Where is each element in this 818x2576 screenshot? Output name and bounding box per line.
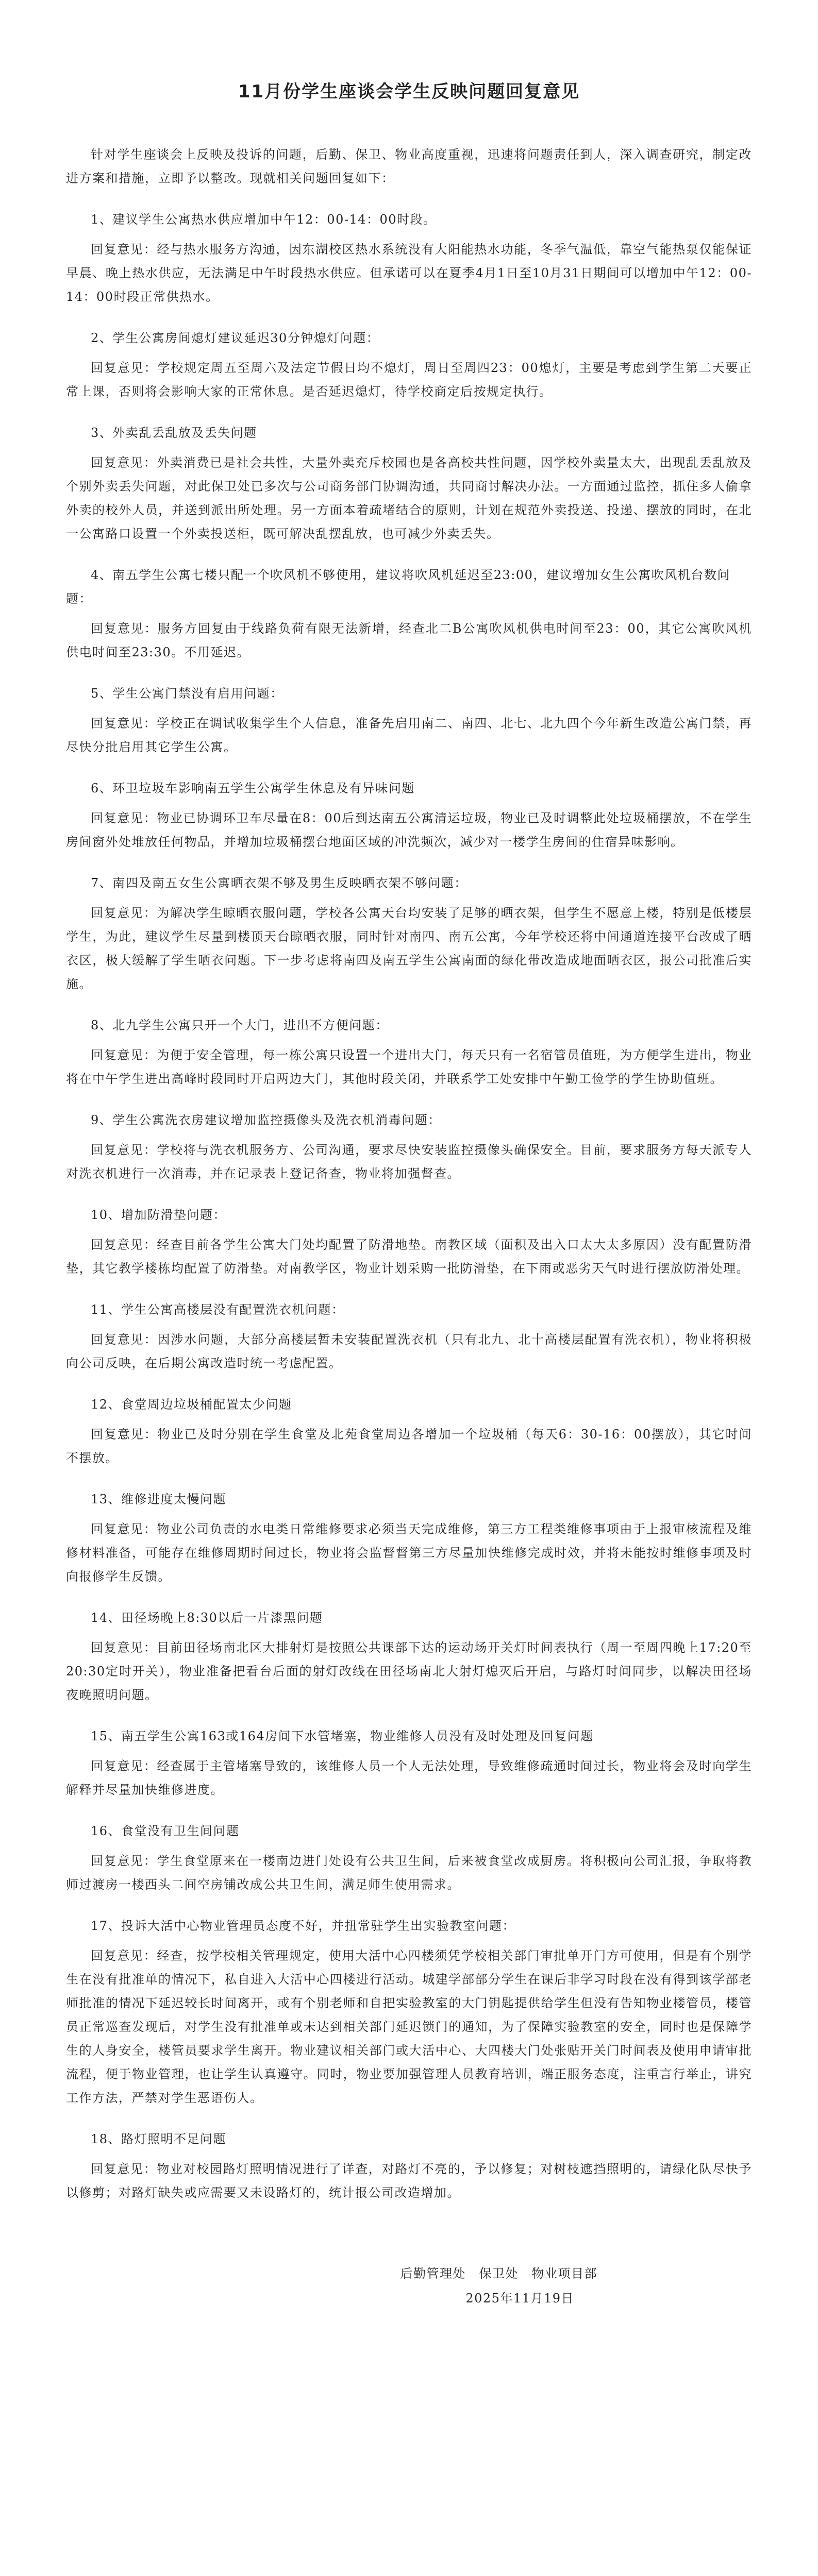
issue-reply: 回复意见：外卖消费已是社会共性，大量外卖充斥校园也是各高校共性问题，因学校外卖量太大，出现乱丢乱放及个别外卖丢失问题，对此保卫处已多次与公司商务部门协调沟通，共同商讨解决办法。一方面通过监控，抓住多人偷拿外卖的校外人员，并送到派出所处理。另一方面本着疏堵结合的原则，计划在规范外卖投送、投递、摆放的同时，在北一公寓路口设置一个外卖投送柜，既可解决乱摆乱放，也可减少外卖丢失。 bbox=[66, 455, 752, 541]
issue-item-1 bbox=[66, 208, 752, 309]
issue-title: 10、增加防滑垫问题： bbox=[91, 1208, 227, 1222]
issue-reply: 回复意见：学校正在调试收集学生个人信息，准备先启用南二、南四、北七、北九四个今年新生改造公寓门禁，再尽快分批启用其它学生公寓。 bbox=[66, 716, 752, 754]
issue-item-9 bbox=[66, 1108, 752, 1185]
issue-reply: 回复意见：物业已协调环卫车尽量在8：00后到达南五公寓清运垃圾，物业已及时调整此处垃圾桶摆放，不在学生房间窗外处堆放任何物品，并增加垃圾桶摆台地面区域的冲洗频次，减少对一楼学生房间的住宿异味影响。 bbox=[66, 811, 752, 849]
issue-item-5 bbox=[66, 682, 752, 759]
issue-reply: 回复意见：因涉水问题，大部分高楼层暂未安装配置洗衣机（只有北九、北十高楼层配置有洗衣机），物业将积极向公司反映，在后期公寓改造时统一考虑配置。 bbox=[66, 1332, 752, 1370]
issue-item-15 bbox=[66, 1724, 752, 1802]
issue-title: 11、学生公寓高楼层没有配置洗衣机问题： bbox=[91, 1302, 345, 1317]
issue-title: 16、食堂没有卫生间问题 bbox=[91, 1824, 240, 1838]
issue-item-3 bbox=[66, 421, 752, 546]
issue-reply: 回复意见：经查目前各学生公寓大门处均配置了防滑地垫。南教区域（面积及出入口太大太多原因）没有配置防滑垫，其它教学楼栋均配置了防滑垫。对南教学区，物业计划采购一批防滑垫，在下雨或恶劣天气时进行摆放防滑处理。 bbox=[66, 1238, 752, 1276]
issue-reply: 回复意见：服务方回复由于线路负荷有限无法新增，经查北二B公寓吹风机供电时间至23：00，其它公寓吹风机供电时间至23:30。不用延迟。 bbox=[66, 621, 752, 659]
issue-title: 13、维修进度太慢问题 bbox=[91, 1492, 227, 1506]
issue-item-13 bbox=[66, 1487, 752, 1588]
issue-item-7 bbox=[66, 871, 752, 996]
issue-reply: 回复意见：经与热水服务方沟通，因东湖校区热水系统没有大阳能热水功能，冬季气温低，靠空气能热泵仅能保证早晨、晚上热水供应，无法满足中午时段热水供应。但承诺可以在夏季4月1日至10月31日期间可以增加中午12：00-14：00时段正常供热水。 bbox=[66, 242, 752, 304]
issue-title: 4、南五学生公寓七楼只配一个吹风机不够使用，建议将吹风机延迟至23:00，建议增加女生公寓吹风机台数问题： bbox=[66, 568, 730, 606]
signature-departments: 后勤管理处 保卫处 物业项目部 bbox=[400, 2266, 597, 2281]
issue-item-17 bbox=[66, 1914, 752, 2110]
issue-reply: 回复意见：物业对校园路灯照明情况进行了详查，对路灯不亮的，予以修复；对树枝遮挡照明的，请绿化队尽快予以修剪；对路灯缺失或应需要又未设路灯的，统计报公司改造增加。 bbox=[66, 2162, 752, 2200]
issue-title: 12、食堂周边垃圾桶配置太少问题 bbox=[91, 1397, 292, 1412]
issue-reply: 回复意见：学生食堂原来在一楼南边进门处设有公共卫生间，后来被食堂改成厨房。将积极向公司汇报，争取将教师过渡房一楼西头二间空房铺改成公共卫生间，满足师生使用需求。 bbox=[66, 1854, 752, 1892]
issue-item-10 bbox=[66, 1203, 752, 1280]
issue-reply: 回复意见：经查，按学校相关管理规定，使用大活中心四楼须凭学校相关部门审批单开门方可使用，但是有个别学生在没有批准单的情况下，私自进入大活中心四楼进行活动。城建学部部分学生在课后非学习时段在没有得到该学部老师批准的情况下延迟较长时间离开，或有个别老师和自把实验教室的大门钥匙提供给学生但没有告知物业楼管员，楼管员正常巡查发现后，对学生没有批准单或未达到相关部门延迟锁门的通知，为了保障实验教室的安全，同时也是保障学生的人身安全，楼管员要求学生离开。物业建议相关部门或大活中心、大四楼大门处张贴开关门时间表及使用申请审批流程，便于物业管理，也让学生认真遵守。同时，物业要加强管理人员教育培训，端正服务态度，注重言行举止，讲究工作方法，严禁对学生恶语伤人。 bbox=[66, 1948, 752, 2105]
intro-paragraph: 针对学生座谈会上反映及投诉的问题，后勤、保卫、物业高度重视，迅速将问题责任到人，深入调查研究，制定改进方案和措施，立即予以整改。现就相关问题回复如下： bbox=[66, 147, 752, 185]
issue-reply: 回复意见：目前田径场南北区大排射灯是按照公共课部下达的运动场开关灯时间表执行（周一至周四晚上17:20至20:30定时开关），物业准备把看台后面的射灯改线在田径场南北大射灯熄灭后开启，与路灯时间同步，以解决田径场夜晚照明问题。 bbox=[66, 1640, 752, 1702]
issue-item-8 bbox=[66, 1013, 752, 1091]
issue-title: 7、南四及南五女生公寓晒衣架不够及男生反映晒衣架不够问题： bbox=[91, 876, 468, 890]
issue-item-6 bbox=[66, 776, 752, 854]
issue-title: 5、学生公寓门禁没有启用问题： bbox=[91, 686, 283, 701]
issue-item-2 bbox=[66, 326, 752, 403]
issue-title: 17、投诉大活中心物业管理员态度不好，并扭常驻学生出实验教室问题： bbox=[91, 1919, 516, 1933]
issue-title: 9、学生公寓洗衣房建议增加监控摄像头及洗衣机消毒问题： bbox=[91, 1113, 441, 1127]
issue-item-11 bbox=[66, 1298, 752, 1375]
issue-reply: 回复意见：为便于安全管理，每一栋公寓只设置一个进出大门，每天只有一名宿管员值班，为方便学生进出，物业将在中午学生进出高峰时段同时开启两边大门，其他时段关闭，并联系学工处安排中午勤工俭学的学生协助值班。 bbox=[66, 1048, 752, 1086]
issue-reply: 回复意见：物业已及时分别在学生食堂及北苑食堂周边各增加一个垃圾桶（每天6：30-16：00摆放），其它时间不摆放。 bbox=[66, 1427, 752, 1465]
issue-reply: 回复意见：学校将与洗衣机服务方、公司沟通，要求尽快安装监控摄像头确保安全。目前，要求服务方每天派专人对洗衣机进行一次消毒，并在记录表上登记备查，物业将加强督查。 bbox=[66, 1143, 752, 1181]
issue-title: 14、田径场晚上8:30以后一片漆黑问题 bbox=[91, 1611, 323, 1625]
issue-title: 2、学生公寓房间熄灯建议延迟30分钟熄灯问题： bbox=[91, 331, 380, 345]
issue-title: 8、北九学生公寓只开一个大门，进出不方便问题： bbox=[91, 1018, 389, 1032]
issue-title: 1、建议学生公寓热水供应增加中午12：00-14：00时段。 bbox=[91, 212, 437, 227]
issue-reply: 回复意见：为解决学生晾晒衣服问题，学校各公寓天台均安装了足够的晒衣架，但学生不愿意上楼，特别是低楼层学生，为此，建议学生尽量到楼顶天台晾晒衣服，同时针对南四、南五公寓，今年学校还将中间通道连接平台改成了晒衣区，极大缓解了学生晒衣问题。下一步考虑将南四及南五学生公寓南面的绿化带改造成地面晒衣区，报公司批准后实施。 bbox=[66, 906, 752, 991]
issue-title: 18、路灯照明不足问题 bbox=[91, 2132, 227, 2146]
issue-list bbox=[66, 208, 752, 2205]
issue-item-4 bbox=[66, 563, 752, 664]
document-title: 11月份学生座谈会学生反映问题回复意见 bbox=[238, 81, 580, 102]
issue-item-14 bbox=[66, 1606, 752, 1707]
issue-title: 3、外卖乱丢乱放及丢失问题 bbox=[91, 426, 257, 440]
issue-reply: 回复意见：物业公司负责的水电类日常维修要求必须当天完成维修，第三方工程类维修事项由于上报审核流程及维修材料准备，可能存在维修周期时间过长，物业将会监督督第三方尽量加快维修完成时效，并将未能按时维修事项及时向报修学生反馈。 bbox=[66, 1522, 752, 1584]
issue-title: 15、南五学生公寓163或164房间下水管堵塞，物业维修人员没有及时处理及回复问题 bbox=[91, 1729, 594, 1743]
signature-date: 2025年11月19日 bbox=[465, 2291, 574, 2306]
issue-reply: 回复意见：学校规定周五至周六及法定节假日均不熄灯，周日至周四23：00熄灯，主要是考虑到学生第二天要正常上课，否则将会影响大家的正常休息。是否延迟熄灯，待学校商定后按规定执行。 bbox=[66, 361, 752, 399]
issue-title: 6、环卫垃圾车影响南五学生公寓学生休息及有异味问题 bbox=[91, 781, 415, 795]
issue-reply: 回复意见：经查属于主管堵塞导致的，该维修人员一个人无法处理，导致维修疏通时间过长，物业将会及时向学生解释并尽量加快维修进度。 bbox=[66, 1759, 752, 1797]
issue-item-16 bbox=[66, 1819, 752, 1896]
issue-item-18 bbox=[66, 2127, 752, 2205]
issue-item-12 bbox=[66, 1393, 752, 1470]
